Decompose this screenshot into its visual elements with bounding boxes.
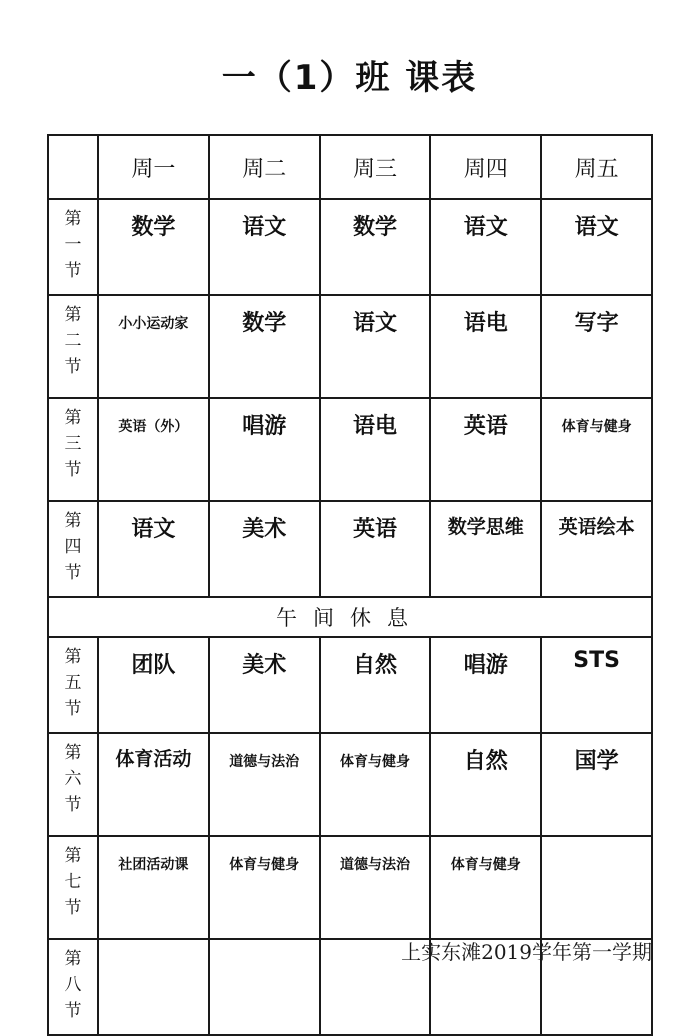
class-cell: 英语（外）: [98, 398, 209, 501]
period-label-char: 六: [64, 769, 82, 789]
period-label-char: 第: [64, 209, 82, 229]
class-cell: 美术: [209, 637, 320, 733]
timetable: [47, 134, 653, 1036]
class-cell: 道德与法治: [320, 836, 431, 939]
period-label-char: 节: [64, 261, 82, 281]
class-cell: 数学思维: [430, 501, 541, 597]
period-label-char: 第: [64, 511, 82, 531]
class-cell: 自然: [430, 733, 541, 836]
period-label-char: 节: [64, 563, 82, 583]
period-label: [48, 501, 98, 597]
period-label: [48, 939, 98, 1035]
period-label-char: 节: [64, 898, 82, 918]
period-row: [48, 501, 652, 597]
class-cell: 体育与健身: [541, 398, 652, 501]
class-cell: 社团活动课: [98, 836, 209, 939]
class-cell: 数学: [98, 199, 209, 295]
period-label-char: 五: [64, 673, 82, 693]
class-cell: 唱游: [209, 398, 320, 501]
class-cell: 英语绘本: [541, 501, 652, 597]
class-cell: 自然: [320, 637, 431, 733]
class-cell: 小小运动家: [98, 295, 209, 398]
class-cell: 体育活动: [98, 733, 209, 836]
day-header: 周一: [98, 135, 209, 199]
class-cell: 语文: [98, 501, 209, 597]
period-label-char: 第: [64, 846, 82, 866]
class-cell: 唱游: [430, 637, 541, 733]
period-label: [48, 637, 98, 733]
class-cell: 写字: [541, 295, 652, 398]
period-label-char: 三: [64, 434, 82, 454]
day-header: 周三: [320, 135, 431, 199]
period-label-char: 第: [64, 305, 82, 325]
class-cell: 语文: [209, 199, 320, 295]
class-cell: 数学: [320, 199, 431, 295]
day-header: 周四: [430, 135, 541, 199]
class-cell: 语文: [320, 295, 431, 398]
period-label: [48, 295, 98, 398]
period-label-char: 第: [64, 949, 82, 969]
header-row: [48, 135, 652, 199]
period-label: [48, 836, 98, 939]
class-cell: 英语: [430, 398, 541, 501]
page-title: 一（1）班 课表: [221, 58, 478, 98]
corner-cell: [48, 135, 98, 199]
class-cell: 体育与健身: [320, 733, 431, 836]
class-cell: 语文: [430, 199, 541, 295]
class-cell: [98, 939, 209, 1035]
class-cell: STS: [541, 637, 652, 733]
period-label-char: 节: [64, 699, 82, 719]
period-label-char: 一: [64, 235, 82, 255]
class-cell: 国学: [541, 733, 652, 836]
day-header: 周二: [209, 135, 320, 199]
class-cell: 道德与法治: [209, 733, 320, 836]
period-label-char: 第: [64, 408, 82, 428]
class-cell: [541, 836, 652, 939]
class-cell: 体育与健身: [209, 836, 320, 939]
period-label: [48, 199, 98, 295]
class-cell: 团队: [98, 637, 209, 733]
footer-term: 上实东滩2019学年第一学期: [401, 940, 652, 964]
lunch-break-row: [48, 597, 652, 637]
class-cell: 英语: [320, 501, 431, 597]
class-cell: 语文: [541, 199, 652, 295]
period-row: [48, 637, 652, 733]
period-label-char: 四: [64, 537, 82, 557]
class-cell: 美术: [209, 501, 320, 597]
period-label-char: 第: [64, 647, 82, 667]
period-label-char: 七: [64, 872, 82, 892]
period-label-char: 节: [64, 460, 82, 480]
period-label-char: 节: [64, 1001, 82, 1021]
period-row: [48, 398, 652, 501]
class-cell: 数学: [209, 295, 320, 398]
class-cell: 语电: [430, 295, 541, 398]
period-label-char: 二: [64, 331, 82, 351]
period-row: [48, 199, 652, 295]
lunch-break-label: 午间休息: [48, 597, 652, 637]
period-label-char: 节: [64, 357, 82, 377]
period-label-char: 第: [64, 743, 82, 763]
period-row: [48, 295, 652, 398]
period-label-char: 节: [64, 795, 82, 815]
class-cell: [209, 939, 320, 1035]
class-cell: 语电: [320, 398, 431, 501]
period-label: [48, 733, 98, 836]
period-row: [48, 733, 652, 836]
period-row: [48, 836, 652, 939]
period-label-char: 八: [64, 975, 82, 995]
day-header: 周五: [541, 135, 652, 199]
class-cell: 体育与健身: [430, 836, 541, 939]
period-label: [48, 398, 98, 501]
